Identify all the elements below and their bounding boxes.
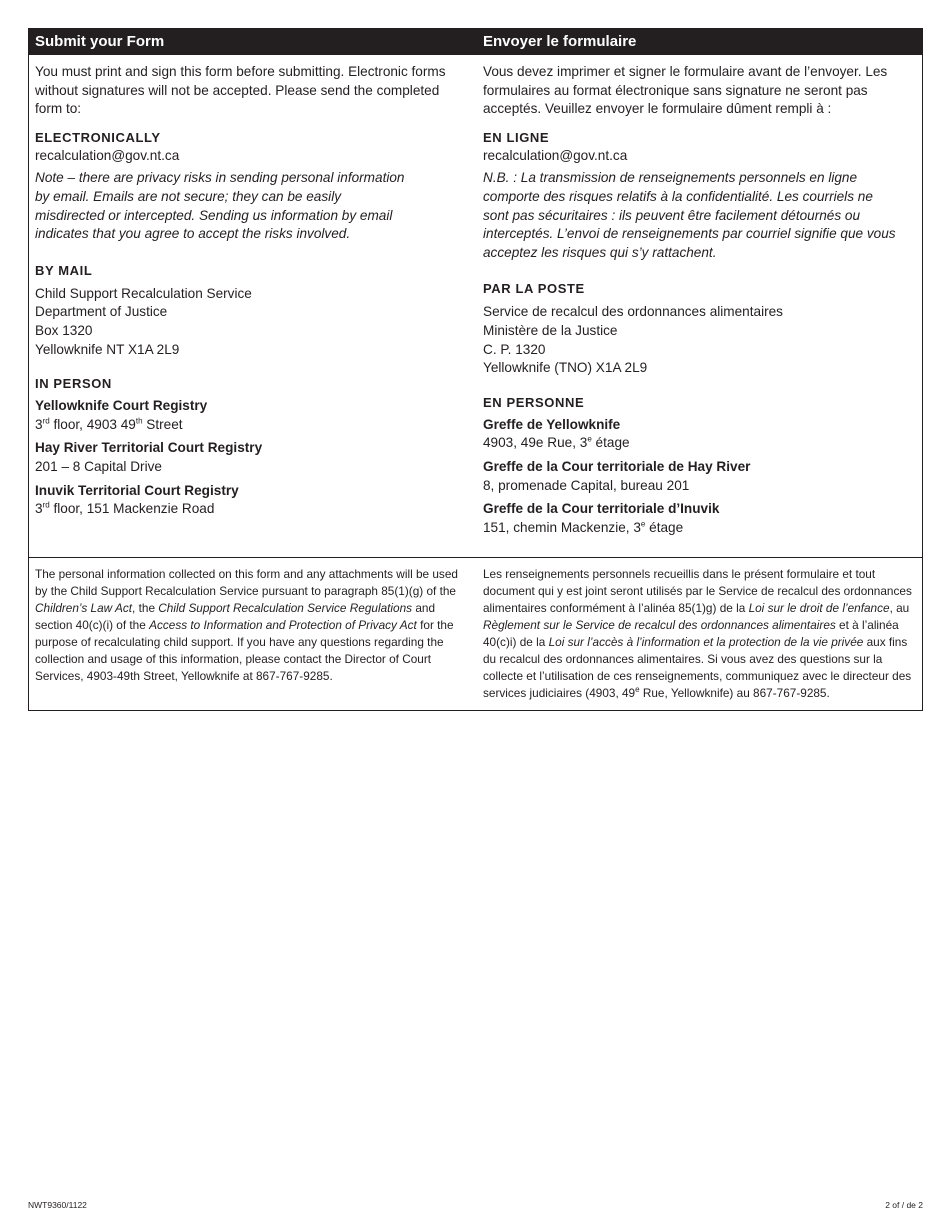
email-note-en: [35, 169, 461, 243]
address-line: Box 1320: [35, 322, 93, 338]
note-line: indicates that you agree to accept the risks involved.: [35, 226, 351, 242]
mail-address-en: [35, 285, 461, 359]
section-header-bar: [29, 29, 922, 55]
submission-columns: [29, 55, 922, 557]
form-code: NWT9360/1122: [28, 1200, 87, 1210]
registry-yellowknife-name: Yellowknife Court Registry: [35, 398, 208, 414]
header-title-en: Submit your Form: [35, 33, 165, 50]
note-line: comporte des risques relatifs à la confidentialité. Les courriels ne: [483, 188, 873, 204]
note-line: acceptez les risques qui s’y rattachent.: [483, 244, 717, 260]
email-en: recalculation@gov.nt.ca: [35, 147, 180, 163]
mail-address-fr: [483, 303, 914, 377]
note-line: N.B. : La transmission de renseignements personnels en ligne: [483, 170, 858, 186]
note-line: misdirected or intercepted. Sending us information by email: [35, 207, 393, 223]
english-column: [29, 55, 477, 557]
privacy-notice-en: The personal information collected on this form and any attachments will be used by the Child Support Recalculation Service pursuant to paragraph 85(1)(g) of the Children’s Law Act, the Child Support Recalculation Service Regulations and section 40(c)(i) of the Access to Information and Protection of Privacy Act for the purpose of recalculating child support. If you have any questions regarding the collection and usage of this information, please contact the Director of Court Services, 4903-49th Street, Yellowknife at 867-767-9285.: [35, 567, 458, 684]
note-line: interceptés. L’envoi de renseignements par courriel signifie que vous: [483, 226, 896, 242]
in-person-heading-en: IN PERSON: [35, 376, 112, 392]
intro-text-fr: Vous devez imprimer et signer le formulaire avant de l’envoyer. Les formulaires au format électronique sans signature ne seront pas acceptés. Veuillez envoyer le formulaire dûment rempli à :: [483, 64, 888, 117]
address-line: Service de recalcul des ordonnances alimentaires: [483, 304, 783, 320]
email-fr: recalculation@gov.nt.ca: [483, 147, 628, 163]
registry-inuvik-address-fr: 151, chemin Mackenzie, 3e étage: [483, 519, 684, 535]
electronic-heading-en: ELECTRONICALLY: [35, 129, 161, 145]
registry-hay-river-name: Hay River Territorial Court Registry: [35, 440, 263, 456]
address-line: Ministère de la Justice: [483, 322, 618, 338]
registry-hay-river-name-fr: Greffe de la Cour territoriale de Hay River: [483, 458, 751, 474]
registry-inuvik-name: Inuvik Territorial Court Registry: [35, 482, 239, 498]
address-line: Yellowknife (TNO) X1A 2L9: [483, 360, 648, 376]
registry-yellowknife-name-fr: Greffe de Yellowknife: [483, 416, 621, 432]
address-line: C. P. 1320: [483, 341, 546, 357]
note-line: Note – there are privacy risks in sending personal information: [35, 170, 405, 186]
mail-heading-fr: PAR LA POSTE: [483, 281, 585, 297]
email-note-fr: [483, 169, 914, 262]
address-line: Department of Justice: [35, 304, 168, 320]
french-column: [477, 55, 922, 557]
mail-heading-en: BY MAIL: [35, 262, 93, 278]
note-line: by email. Emails are not secure; they can be easily: [35, 188, 342, 204]
form-panel: [28, 28, 923, 711]
electronic-heading-fr: EN LIGNE: [483, 129, 550, 145]
registry-inuvik-address: 3rd floor, 151 Mackenzie Road: [35, 500, 215, 517]
registry-yellowknife-address-fr: 4903, 49e Rue, 3e étage: [483, 434, 630, 451]
address-line: Yellowknife NT X1A 2L9: [35, 341, 180, 357]
privacy-notice-fr: Les renseignements personnels recueillis dans le présent formulaire et tout document qui y est joint seront utilisés par le Service de recalcul des ordonnances alimentaires conformément à l’alinéa 85(1)g) de la Loi sur le droit de l’enfance, au Règlement sur le Service de recalcul des ordonnances alimentaires et à l’alinéa 40(c)i) de la Loi sur l’accès à l’information et la protection de la vie privée aux fins du recalcul des ordonnances alimentaires. Si vous avez des questions sur la collecte et l’utilisation de ces renseignements, communiquez avec le directeur des services judiciaires (4903, 49e Rue, Yellowknife) au 867-767-9285.: [483, 567, 912, 701]
privacy-notice: [29, 558, 922, 710]
registry-hay-river-address: 201 – 8 Capital Drive: [35, 458, 162, 474]
note-line: sont pas sécuritaires : ils peuvent être facilement détournés ou: [483, 207, 861, 223]
registry-inuvik-name-fr: Greffe de la Cour territoriale d’Inuvik: [483, 501, 720, 517]
page-number: 2 of / de 2: [885, 1200, 923, 1210]
in-person-heading-fr: EN PERSONNE: [483, 394, 585, 410]
intro-text-en: You must print and sign this form before submitting. Electronic forms without signatures will not be accepted. Please send the completed form to:: [35, 64, 446, 117]
registry-yellowknife-address: 3rd floor, 4903 49th Street: [35, 416, 183, 432]
header-title-fr: Envoyer le formulaire: [483, 33, 637, 50]
registry-hay-river-address-fr: 8, promenade Capital, bureau 201: [483, 477, 690, 493]
address-line: Child Support Recalculation Service: [35, 285, 252, 301]
